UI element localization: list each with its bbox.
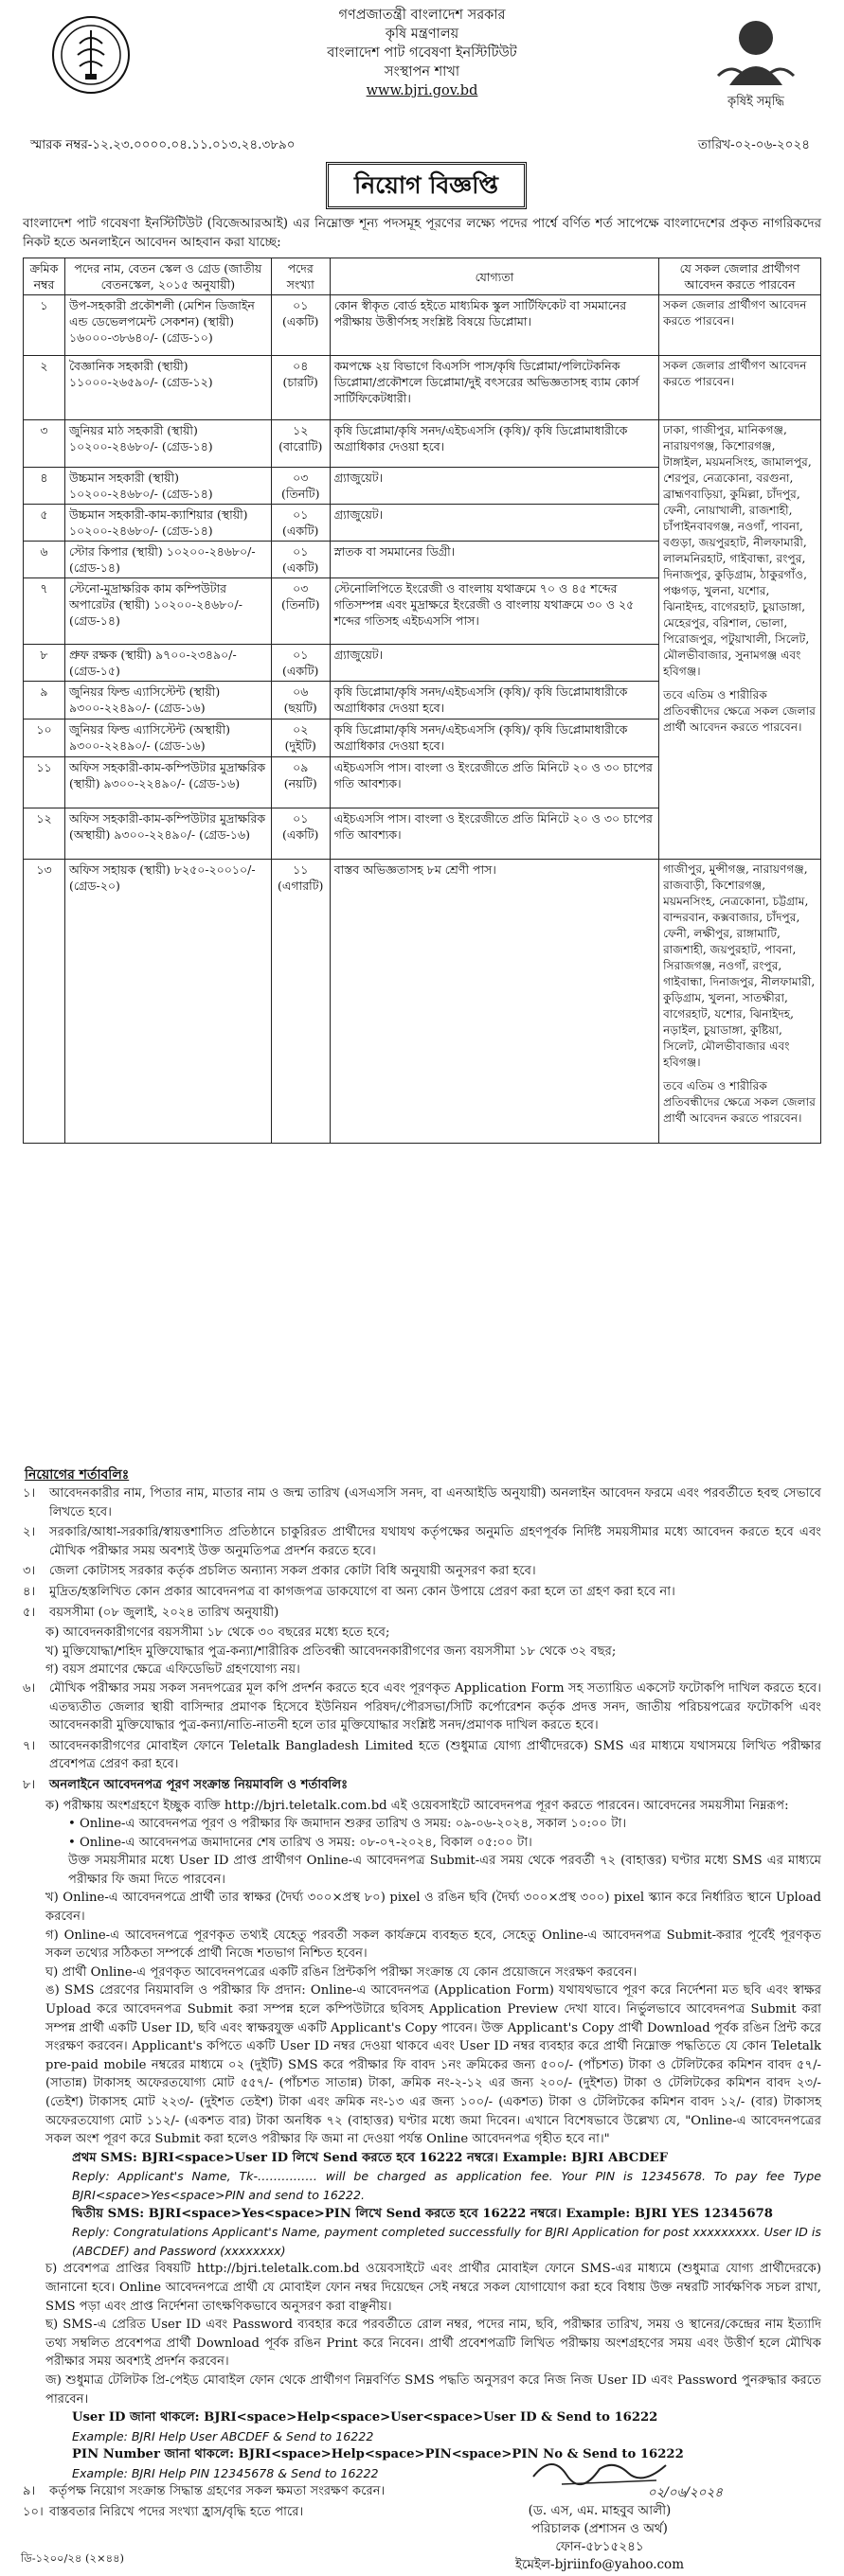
- cell-serial: ৭: [24, 578, 65, 645]
- rules-title: নিয়োগের শর্তাবলিঃ: [25, 1467, 130, 1483]
- cell-count: ১২ (বারোটি): [271, 420, 330, 468]
- memo-date: তারিখ-০২-০৬-২০২৪: [697, 137, 810, 152]
- cell-count: ০৯ (নয়টি): [271, 757, 330, 808]
- website-link[interactable]: www.bjri.gov.bd: [366, 83, 478, 98]
- signatory-name: (ড. এস, এম. মাহবুব আলী): [528, 2503, 672, 2518]
- cell-serial: ৯: [24, 682, 65, 720]
- sms-step-1: প্রথম SMS: BJRI<space>User ID লিখে Send করতে হবে 16222 নম্বরে। Example: BJRI ABCDEF: [72, 2150, 669, 2165]
- memo-ref: স্মারক নম্বর-১২.২৩.০০০০.০৪.১১.০১৩.২৪.৩৮৯০: [30, 137, 296, 152]
- logo-caption: কৃষিই সমৃদ্ধি: [727, 95, 784, 109]
- govt-line: গণপ্রজাতন্ত্রী বাংলাদেশ সরকার: [338, 8, 506, 23]
- rule-item: [23, 1737, 821, 1774]
- footer-code: ডি-১২০০/২৪ (২×৪৪): [21, 2551, 125, 2565]
- rule-text: আবেদনকারীগণের মোবাইল ফোনে Teletalk Bangladesh Limited হতে (শুধুমাত্র যোগ্য প্রার্থীদেরকে) SMS এর মাধ্যমে যথাসময়ে লিখিত পরীক্ষার প্রবেশপত্র প্রেরণ করা হবে।: [49, 1738, 821, 1772]
- cell-count: ০২ (দুইটি): [271, 720, 330, 757]
- signatory-email[interactable]: ইমেইল-bjriinfo@yahoo.com: [515, 2557, 684, 2572]
- cell-serial: ২: [24, 356, 65, 420]
- cell-serial: ১০: [24, 720, 65, 757]
- rule-item: [23, 1484, 821, 1521]
- rule-item: [23, 1523, 821, 1560]
- rule-number: ১০।: [23, 2505, 44, 2520]
- rules-section: [23, 1484, 821, 2524]
- cell-post: উচ্চমান সহকারী-কাম-ক্যাশিয়ার (স্থায়ী) ১০২০০-২৪৬৮০/- (গ্রেড-১৪): [64, 505, 271, 542]
- rule-number: ৫।: [23, 1605, 36, 1620]
- portrait-logo-icon: [709, 9, 803, 91]
- districts-list-bottom: গাজীপুর, মুন্সীগঞ্জ, নারায়ণগঞ্জ, রাজবাড়ী, কিশোরগঞ্জ, ময়মনসিংহ, নেত্রকোনা, চট্টগ্রাম, বান্দরবান, কক্সবাজার, চাঁদপুর, ফেনী, লক্ষীপুর, রাঙ্গামাটি, রাজশাহী, জয়পুরহাট, পাবনা, সিরাজগঞ্জ, নওগাঁ, রংপুর, গাইবান্ধা, দিনাজপুর, নীলফামারী, কুড়িগ্রাম, খুলনা, সাতক্ষীরা, বাগেরহাট, যশোর, ঝিনাইদহ, নড়াইল, চুয়াডাঙ্গা, কুষ্টিয়া, সিলেট, মৌলভীবাজার এবং হবিগঞ্জ।: [663, 862, 816, 1069]
- rule-text: বাস্তবতার নিরিখে পদের সংখ্যা হ্রাস/বৃদ্ধি হতে পারে।: [49, 2505, 304, 2520]
- signature-block: [476, 2448, 723, 2574]
- table-row: [24, 356, 821, 420]
- cell-serial: ১২: [24, 808, 65, 860]
- cell-serial: ৩: [24, 420, 65, 468]
- cell-qualification: গ্র্যাজুয়েট।: [330, 645, 658, 682]
- notice-page: [8, 6, 836, 2572]
- cell-qualification: কৃষি ডিপ্লোমা/কৃষি সনদ/এইচএসসি (কৃষি)/ কৃষি ডিপ্লোমাধারীকে অগ্রাধিকার দেওয়া হবে।: [330, 720, 658, 757]
- cell-serial: ৪: [24, 468, 65, 505]
- rule-text: কর্তৃপক্ষ নিয়োগ সংক্রান্ত সিদ্ধান্ত গ্রহণের সকল ক্ষমতা সংরক্ষণ করেন।: [49, 2484, 386, 2499]
- districts-note-bottom: তবে এতিম ও শারীরিক প্রতিবন্ধীদের ক্ষেত্রে সকল জেলার প্রার্থী আবেদন করতে পারবেন।: [663, 1079, 816, 1125]
- cell-serial: ১: [24, 295, 65, 356]
- rule-text: সরকারি/আধা-সরকারি/স্বায়ত্তশাসিত প্রতিষ্ঠানে চাকুরিরত প্রার্থীদের যথাযথ কর্তৃপক্ষের অনুমতি গ্রহণপূর্বক নির্দিষ্ট সময়সীমার মধ্যে আবেদন করতে হবে এবং মৌখিক পরীক্ষার সময় অবশ্যই উক্ত অনুমতিপত্র প্রদর্শন করতে হবে।: [49, 1525, 821, 1558]
- cell-count: ০৩ (তিনটি): [271, 468, 330, 505]
- cell-count: ০১ (একটি): [271, 645, 330, 682]
- cell-districts-group: [659, 420, 821, 860]
- cell-post: অফিস সহকারী-কাম-কম্পিউটার মুদ্রাক্ষরিক (স্থায়ী) ৯৩০০-২২৪৯০/- (গ্রেড-১৬): [64, 757, 271, 808]
- posts-table: [23, 258, 821, 1144]
- table-row: [24, 295, 821, 356]
- rule-sub: ঙ) SMS প্রেরণের নিয়মাবলি ও পরীক্ষার ফি প্রদান: Online-এ আবেদনপত্র (Application Form) যথাযথভাবে পূরণ করে নির্দেশনা মত ছবি এবং স্বাক্ষর Upload করে আবেদনপত্র Submit করা সম্পন্ন হলে কম্পিউটারে ছবিসহ Application Preview দেখা যাবে। নির্ভুলভাবে আবেদনপত্র Submit করা সম্পন্ন প্রার্থী একটি User ID, ছবি এবং স্বাক্ষরযুক্ত একটি Applicant's Copy পাবেন। উক্ত Applicant's Copy প্রার্থী Download পূর্বক রঙিন প্রিন্ট করে সংরক্ষণ করবেন। Applicant's কপিতে একটি User ID নম্বর দেওয়া থাকবে এবং User ID নম্বর ব্যবহার করে প্রার্থী নিম্নোক্ত পদ্ধতিতে যে কোন Teletalk pre-paid mobile নম্বরের মাধ্যমে ০২ (দুইটি) SMS করে পরীক্ষার ফি বাবদ ১নং ক্রমিকের জন্য ৫০০/- (পাঁচশত) টাকা ও টেলিটকের কমিশন বাবদ ৫৭/- (সাতান্ন) টাকাসহ অফেরতযোগ্য মোট ৫৫৭/- (পাঁচশত সাতান্ন) টাকা, ক্রমিক নং-২-১২ এর জন্য ২০০/- (দুইশত) টাকা ও টেলিটকের কমিশন বাবদ ২৩/- (তেইশ) টাকাসহ মোট ২২৩/- (দুইশত তেইশ) টাকা এবং ক্রমিক নং-১৩ এর জন্য ১০০/- (একশত) টাকা ও টেলিটকের কমিশন বাবদ ১২/- (বার) টাকাসহ অফেরতযোগ্য মোট ১১২/- (একশত বার) টাকা অনধিক ৭২ (বাহাত্তর) ঘণ্টার মধ্যে জমা দিবেন। এখানে বিশেষভাবে উল্লেখ্য যে, "Online-এ আবেদনপত্রের সকল অংশ পূরণ করে Submit করা হলেও পরীক্ষার ফি জমা না দেওয়া পর্যন্ত Online আবেদনপত্র গৃহীত হবে না।": [45, 1983, 821, 2147]
- cell-post: উপ-সহকারী প্রকৌশলী (মেশিন ডিজাইন এন্ড ডেভেলপমেন্ট সেকশন) (স্থায়ী) ১৬০০০-৩৮৬৪০/- (গ্রেড-১০): [64, 295, 271, 356]
- districts-note: তবে এতিম ও শারীরিক প্রতিবন্ধীদের ক্ষেত্রে সকল জেলার প্রার্থী আবেদন করতে পারবেন।: [663, 688, 816, 734]
- cell-qualification: কমপক্ষে ২য় বিভাগে বিএসসি পাস/কৃষি ডিপ্লোমা/পলিটেকনিক ডিপ্লোমা/প্রকৌশলে ডিপ্লোমা/দুই বৎসরের অভিজ্ঞতাসহ ব্যাম কোর্স সার্টিফিকেটধারী।: [330, 356, 658, 420]
- rule-item: [23, 1562, 821, 1581]
- rule-sub: ছ) SMS-এ প্রেরিত User ID এবং Password ব্যবহার করে পরবর্তীতে রোল নম্বর, পদের নাম, ছবি, পরীক্ষার তারিখ, সময় ও স্থানের/কেন্দ্রের নাম ইত্যাদি তথ্য সম্বলিত প্রবেশপত্র প্রার্থী Download পূর্বক রঙিন Print করে নিবেন। প্রার্থী প্রবেশপত্রটি লিখিত পরীক্ষায় অংশগ্রহণের সময় এবং উত্তীর্ণ হলে মৌখিক পরীক্ষার সময় অবশ্যই প্রদর্শন করবেন।: [45, 2318, 821, 2370]
- recovery-user-example: Example: BJRI Help User ABCDEF & Send to 16222: [72, 2428, 374, 2443]
- rule-number: ১।: [23, 1486, 36, 1501]
- sms-reply-1: Reply: Applicant's Name, Tk-…………… will be charged as application fee. Your PIN is 12345678. To pay fee Type BJRI<space>Yes<space>PIN and send to 16222.: [72, 2169, 821, 2202]
- rule-sub: জ) শুধুমাত্র টেলিটক প্রি-পেইড মোবাইল ফোন থেকে প্রার্থীগণ নিম্নবর্ণিত SMS পদ্ধতি অনুসরণ করে নিজ নিজ User ID এবং Password পুনরুদ্ধার করতে পারবেন।: [45, 2372, 821, 2407]
- cell-serial: ৫: [24, 505, 65, 542]
- rule-sub: ক) পরীক্ষায় অংশগ্রহণে ইচ্ছুক ব্যক্তি http://bjri.teletalk.com.bd এই ওয়েবসাইটে আবেদনপত্র পূরণ করতে পারবেন। আবেদনের সময়সীমা নিম্নরূপ:: [45, 1798, 789, 1813]
- rule-bullet: • Online-এ আবেদনপত্র জমাদানের শেষ তারিখ ও সময়: ০৮-০৭-২০২৪, বিকাল ০৫:০০ টা।: [68, 1835, 532, 1850]
- signatory-designation: পরিচালক (প্রশাসন ও অর্থ): [531, 2521, 668, 2536]
- table-row: [24, 420, 821, 468]
- rule-text: মৌখিক পরীক্ষার সময় সকল সনদপত্রের মূল কপি প্রদর্শন করতে হবে এবং পূরণকৃত Application Form সহ সত্যায়িত একসেট ফটোকপি দাখিল করতে হবে। এতদ্ব্যতীত জেলার স্থায়ী বাসিন্দার প্রমাণক হিসেবে ইউনিয়ন পরিষদ/পৌরসভা/সিটি কর্পোরেশন কর্তৃক প্রদত্ত সনদ, জাতীয় পরিচয়পত্রের ফটোকপি এবং আবেদনকারী মুক্তিযোদ্ধার পুত্র-কন্যা/নাতি-নাতনী হলে তার মুক্তিযোদ্ধার সংশ্লিষ্ট সনদ/প্রমাণক দাখিল করতে হবে।: [49, 1680, 821, 1733]
- cell-districts-bottom: [659, 860, 821, 1144]
- rule-number: ৭।: [23, 1738, 36, 1753]
- cell-post: উচ্চমান সহকারী (স্থায়ী) ১০২০০-২৪৬৮০/- (গ্রেড-১৪): [64, 468, 271, 505]
- cell-serial: ৬: [24, 542, 65, 578]
- cell-count: ০১ (একটি): [271, 808, 330, 860]
- cell-post: অফিস সহায়ক (স্থায়ী) ৮২৫০-২০০১০/- (গ্রেড-২০): [64, 860, 271, 1144]
- rule-sub: ক) আবেদনকারীগণের বয়সসীমা ১৮ থেকে ৩০ বছরের মধ্যে হতে হবে;: [45, 1626, 390, 1641]
- districts-list: ঢাকা, গাজীপুর, মানিকগঞ্জ, নারায়ণগঞ্জ, কিশোরগঞ্জ, টাঙ্গাইল, ময়মনসিংহ, জামালপুর, শেরপুর, নেত্রকোনা, বরগুনা, ব্রাহ্মণবাড়িয়া, কুমিল্লা, চাঁদপুর, ফেনী, নোয়াখালী, রাজশাহী, চাঁপাইনবাবগঞ্জ, নওগাঁ, পাবনা, বগুড়া, জয়পুরহাট, নীলফামারী, লালমনিরহাট, গাইবান্ধা, রংপুর, দিনাজপুর, কুড়িগ্রাম, ঠাকুরগাঁও, পঞ্চগড়, খুলনা, যশোর, ঝিনাইদহ, বাগেরহাট, চুয়াডাঙ্গা, মেহেরপুর, বরিশাল, ভোলা, পিরোজপুর, পটুয়াখালী, সিলেট, মৌলভীবাজার, সুনামগঞ্জ এবং হবিগঞ্জ।: [663, 423, 812, 678]
- rule-text: আবেদনকারীর নাম, পিতার নাম, মাতার নাম ও জন্ম তারিখ (এসএসসি সনদ, বা এনআইডি অনুযায়ী) অনলাইন আবেদন ফরমে এবং পরবর্তীতে হবহু সেভাবে লিখতে হবে।: [49, 1486, 821, 1519]
- cell-post: স্টোর কিপার (স্থায়ী) ১০২০০-২৪৬৮০/- (গ্রেড-১৪): [64, 542, 271, 578]
- th-qualification: যোগ্যতা: [330, 258, 658, 295]
- cell-post: জুনিয়র ফিল্ড এ্যাসিস্টেন্ট (অস্থায়ী) ৯৩০০-২২৪৯০/- (গ্রেড-১৬): [64, 720, 271, 757]
- cell-districts: সকল জেলার প্রার্থীগণ আবেদন করতে পারবেন।: [659, 356, 821, 420]
- rule-item: [23, 1604, 821, 1623]
- sms-step-2: দ্বিতীয় SMS: BJRI<space>Yes<space>PIN লিখে Send করতে হবে 16222 নম্বরে। Example: BJRI YES 12345678: [72, 2206, 773, 2221]
- rule-number: ৩।: [23, 1564, 36, 1579]
- cell-qualification: কৃষি ডিপ্লোমা/কৃষি সনদ/এইচএসসি (কৃষি)/ কৃষি ডিপ্লোমাধারীকে অগ্রাধিকার দেওয়া হবে।: [330, 682, 658, 720]
- rule-text: মুদ্রিত/হস্তলিখিত কোন প্রকার আবেদনপত্র বা কাগজপত্র ডাকযোগে বা অন্য কোন উপায়ে প্রেরণ করা হলে তা গ্রহণ করা হবে না।: [49, 1584, 675, 1599]
- cell-count: ০১ (একটি): [271, 505, 330, 542]
- rule-sub: ঘ) প্রার্থী Online-এ পূরণকৃত আবেদনপত্রের একটি রঙিন প্রিন্টকপি পরীক্ষা সংক্রান্ত যে কোন প্রয়োজনে সংরক্ষণ করবেন।: [45, 1964, 637, 1980]
- rule-bullet: উক্ত সময়সীমার মধ্যে User ID প্রাপ্ত প্রার্থীগণ Online-এ আবেদনপত্র Submit-এর সময় থেকে পরবর্তী ৭২ (বাহাত্তর) ঘণ্টার মধ্যে SMS এর মাধ্যমে পরীক্ষার ফি জমা দিতে পারবেন।: [68, 1854, 821, 1887]
- rule-number: ৪।: [23, 1584, 36, 1599]
- cell-count: ০১ (একটি): [271, 542, 330, 578]
- cell-post: জুনিয়র মাঠ সহকারী (স্থায়ী) ১০২০০-২৪৬৮০/- (গ্রেড-১৪): [64, 420, 271, 468]
- cell-qualification: এইচএসসি পাস। বাংলা ও ইংরেজীতে প্রতি মিনিটে ২০ ও ৩০ চাপের গতি আবশ্যক।: [330, 757, 658, 808]
- rule-text: অনলাইনে আবেদনপত্র পূরণ সংক্রান্ত নিয়মাবলি ও শর্তাবলিঃ: [49, 1777, 349, 1792]
- recovery-user-id: User ID জানা থাকলে: BJRI<space>Help<space>User<space>User ID & Send to 16222: [72, 2410, 658, 2425]
- th-serial: ক্রমিক নম্বর: [24, 258, 65, 295]
- signatory-phone: ফোন-৫৮১৫২৪১: [555, 2539, 644, 2554]
- recovery-pin-example: Example: BJRI Help PIN 12345678 & Send to 16222: [72, 2465, 379, 2480]
- notice-title: নিয়োগ বিজ্ঞপ্তি: [326, 162, 527, 209]
- ministry-line: কৃষি মন্ত্রণালয়: [385, 27, 459, 42]
- memo-line: [30, 134, 810, 156]
- rule-item: [23, 1679, 821, 1735]
- cell-serial: ১১: [24, 757, 65, 808]
- signature-date: ০২/০৬/২০২৪: [647, 2485, 723, 2500]
- cell-qualification: স্টেনোলিপিতে ইংরেজী ও বাংলায় যথাক্রমে ৭০ ও ৪৫ শব্দের গতিসম্পন্ন এবং মুদ্রাক্ষরে ইংরেজী ও বাংলায় যথাক্রমে ৩০ ও ২৫ শব্দের গতিসহ এইচএসসি পাস।: [330, 578, 658, 645]
- rule-item: [23, 1776, 821, 1795]
- rule-text: জেলা কোটাসহ সরকার কর্তৃক প্রচলিত অন্যান্য সকল প্রকার কোটা বিধি অনুযায়ী অনুসরণ করা হবে।: [49, 1564, 536, 1579]
- rule-number: ৯।: [23, 2484, 36, 2499]
- cell-post: স্টেনো-মুদ্রাক্ষরিক কাম কম্পিউটার অপারেটর (স্থায়ী) ১০২০০-২৪৬৮০/- (গ্রেড-১৪): [64, 578, 271, 645]
- rule-item: [23, 1583, 821, 1602]
- intro-paragraph: বাংলাদেশ পাট গবেষণা ইনস্টিটিউট (বিজেআরআই) এর নিম্নোক্ত শূন্য পদসমূহ পূরণের লক্ষ্যে পদের পার্শ্বে বর্ণিত শর্ত সাপেক্ষে বাংলাদেশের প্রকৃত নাগরিকদের নিকট হতে অনলাইনে আবেদন আহবান করা যাচ্ছে:: [23, 216, 821, 250]
- rule-sub: চ) প্রবেশপত্র প্রাপ্তির বিষয়টি http://bjri.teletalk.com.bd ওয়েবসাইটে এবং প্রার্থীর মোবাইল ফোনে SMS-এর মাধ্যমে (শুধুমাত্র যোগ্য প্রার্থীদেরকে) জানানো হবে। Online আবেদনপত্রে প্রার্থী যে মোবাইল ফোন নম্বর দিয়েছেন সেই নম্বরে সকল যোগাযোগ করা হবে বিধায় উক্ত নম্বরটি সার্বক্ষণিক সচল রাখা, SMS পড়া এবং প্রাপ্ত নির্দেশনা তাৎক্ষণিকভাবে অনুসরণ করা বাঞ্ছনীয়।: [45, 2262, 821, 2314]
- section-line: সংস্থাপন শাখা: [384, 64, 460, 80]
- cell-post: অফিস সহকারী-কাম-কম্পিউটার মুদ্রাক্ষরিক (অস্থায়ী) ৯৩০০-২২৪৯০/- (গ্রেড-১৬): [64, 808, 271, 860]
- rule-text: বয়সসীমা (০৮ জুলাই, ২০২৪ তারিখ অনুযায়ী): [49, 1605, 279, 1620]
- header: [8, 6, 836, 127]
- cell-qualification: কৃষি ডিপ্লোমা/কৃষি সনদ/এইচএসসি (কৃষি)/ কৃষি ডিপ্লোমাধারীকে অগ্রাধিকার দেওয়া হবে।: [330, 420, 658, 468]
- cell-qualification: গ্র্যাজুয়েট।: [330, 505, 658, 542]
- th-districts: যে সকল জেলার প্রার্থীগণ আবেদন করতে পারবেন: [659, 258, 821, 295]
- cell-qualification: বাস্তব অভিজ্ঞতাসহ ৮ম শ্রেণী পাস।: [330, 860, 658, 1144]
- rule-number: ২।: [23, 1525, 36, 1540]
- institute-line: বাংলাদেশ পাট গবেষণা ইনস্টিটিউট: [327, 45, 517, 61]
- rule-bullet: • Online-এ আবেদনপত্র পূরণ ও পরীক্ষার ফি জমাদান শুরুর তারিখ ও সময়: ০৯-০৬-২০২৪, সকাল ১০:০০ টা।: [68, 1817, 627, 1832]
- cell-post: প্রুফ রক্ষক (স্থায়ী) ৯৭০০-২৩৪৯০/- (গ্রেড-১৫): [64, 645, 271, 682]
- recovery-pin: PIN Number জানা থাকলে: BJRI<space>Help<space>PIN<space>PIN No & Send to 16222: [72, 2447, 684, 2462]
- rule-number: ৮।: [23, 1777, 36, 1792]
- sms-reply-2: Reply: Congratulations Applicant's Name, payment completed successfully for BJRI Application for post xxxxxxxxx. User ID is (ABCDEF) and Password (xxxxxxxx): [72, 2225, 821, 2258]
- cell-post: জুনিয়র ফিল্ড এ্যাসিস্টেন্ট (স্থায়ী) ৯৩০০-২২৪৯০/- (গ্রেড-১৬): [64, 682, 271, 720]
- rule-number: ৬।: [23, 1680, 36, 1696]
- cell-qualification: কোন স্বীকৃত বোর্ড হইতে মাধ্যমিক স্কুল সার্টিফিকেট বা সমমানের পরীক্ষায় উত্তীর্ণসহ সংশ্লিষ্ট বিষয়ে ডিপ্লোমা।: [330, 295, 658, 356]
- cell-count: ০৬ (ছয়টি): [271, 682, 330, 720]
- th-count: পদের সংখ্যা: [271, 258, 330, 295]
- cell-serial: ৮: [24, 645, 65, 682]
- cell-count: ০১ (একটি): [271, 295, 330, 356]
- rule-sub: গ) বয়স প্রমাণের ক্ষেত্রে এফিডেভিট গ্রহণযোগ্য নয়।: [45, 1662, 300, 1678]
- cell-qualification: স্নাতক বা সমমানের ডিগ্রী।: [330, 542, 658, 578]
- rule-sub: খ) মুক্তিযোদ্ধা/শহিদ মুক্তিযোদ্ধার পুত্র-কন্যা/শারীরিক প্রতিবন্ধী আবেদনকারীগণের জন্য বয়সসীমা ১৮ থেকে ৩২ বছর;: [45, 1643, 617, 1659]
- table-row: [24, 860, 821, 1144]
- cell-serial: ১৩: [24, 860, 65, 1144]
- krishi-logo: [704, 9, 808, 112]
- rule-sub: খ) Online-এ আবেদনপত্রে প্রার্থী তার স্বাক্ষর (দৈর্ঘ্য ৩০০×প্রস্থ ৮০) pixel ও রঙিন ছবি (দৈর্ঘ্য ৩০০×প্রস্থ ৩০০) pixel স্ক্যান করে নির্ধারিত স্থানে Upload করবেন।: [45, 1891, 821, 1925]
- cell-count: ০৪ (চারটি): [271, 356, 330, 420]
- cell-qualification: এইচএসসি পাস। বাংলা ও ইংরেজীতে প্রতি মিনিটে ২০ ও ৩০ চাপের গতি আবশ্যক।: [330, 808, 658, 860]
- th-post: পদের নাম, বেতন স্কেল ও গ্রেড (জাতীয় বেতনস্কেল, ২০১৫ অনুযায়ী): [64, 258, 271, 295]
- cell-count: ১১ (এগারটি): [271, 860, 330, 1144]
- table-header-row: [24, 258, 821, 295]
- cell-count: ০৩ (তিনটি): [271, 578, 330, 645]
- rule-sub: গ) Online-এ আবেদনপত্রে পূরণকৃত তথ্যই যেহেতু পরবর্তী সকল কার্যক্রমে ব্যবহৃত হবে, সেহেতু Online-এ আবেদনপত্র Submit-করার পূর্বেই পূরণকৃত সকল তথ্যের সঠিকতা সম্পর্কে প্রার্থী নিজে শতভাগ নিশ্চিত হবেন।: [45, 1928, 821, 1962]
- cell-post: বৈজ্ঞানিক সহকারী (স্থায়ী) ১১০০০-২৬৫৯০/- (গ্রেড-১২): [64, 356, 271, 420]
- cell-districts: সকল জেলার প্রার্থীগণ আবেদন করতে পারবেন।: [659, 295, 821, 356]
- cell-qualification: গ্র্যাজুয়েট।: [330, 468, 658, 505]
